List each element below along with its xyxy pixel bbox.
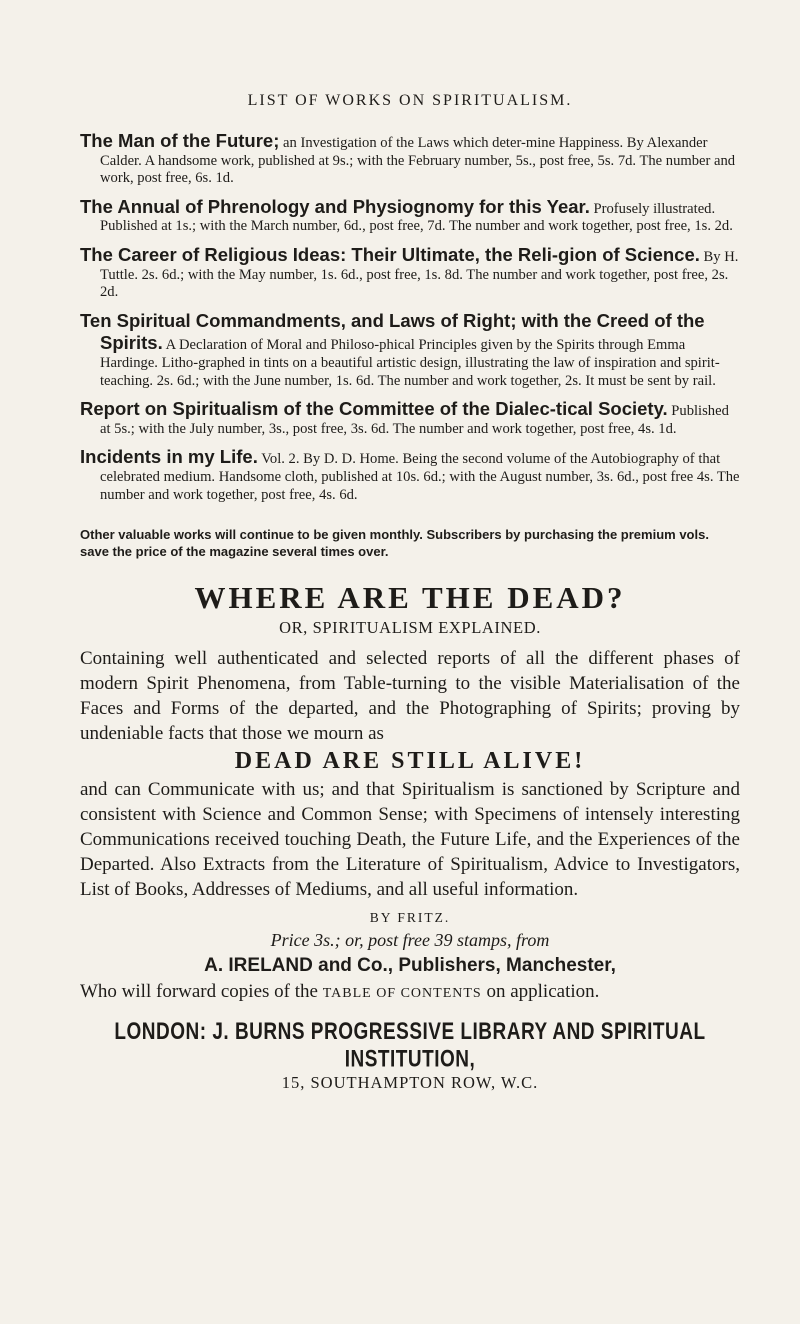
entry-text: A Declaration of Moral and Philoso-phical Principles given by the Spirits through Emma Hardinge. Litho-graphed in tints on a beautiful artistic design, illustrating the law of inspiration and spirit-teaching. 2s. 6d.; with the June number, 1s. 6d. The number and work together, 2s. It must be sent by rail.	[100, 337, 720, 389]
advert-title: WHERE ARE THE DEAD?	[194, 580, 626, 616]
entry-title: Report on Spiritualism of the Committee of the Dialec-tical Society.	[80, 398, 668, 420]
entry-text: By H. Tuttle. 2s. 6d.; with the May number, 1s. 6d., post free, 1s. 8d. The number and work together, post free, 2s. 2d.	[100, 248, 739, 301]
advert-byline: BY FRITZ.	[369, 910, 451, 926]
entry-title: The Career of Religious Ideas: Their Ultimate, the Reli-gion of Science.	[80, 243, 700, 265]
advertisement	[80, 580, 740, 1003]
advert-subtitle: OR, SPIRITUALISM EXPLAINED.	[279, 618, 541, 638]
entry-title: Ten Spiritual Commandments, and Laws of Right; with the Creed of the Spirits.	[80, 309, 705, 354]
entry-title: The Man of the Future;	[80, 130, 280, 151]
imprint-address: 15, SOUTHAMPTON ROW, W.C.	[281, 1073, 539, 1093]
list-item	[80, 310, 740, 390]
table-of-contents-label: TABLE OF CONTENTS	[322, 986, 482, 1002]
entry-text: Profusely illustrated. Published at 1s.; with the March number, 6d., post free, 7d. The number and work together, post free, 1s. 2d.	[100, 200, 733, 235]
list-item	[80, 398, 740, 438]
works-list	[80, 130, 740, 504]
running-head: LIST OF WORKS ON SPIRITUALISM.	[247, 92, 573, 109]
list-item	[80, 446, 740, 504]
entry-text: an Investigation of the Laws which deter-mine Happiness. By Alexander Calder. A handsome work, published at 9s.; with the February number, 5s., post free, 5s. 7d. The number and work, post free, 6s. 1d.	[100, 135, 736, 187]
entry-text: Published at 5s.; with the July number, 3s., post free, 3s. 6d. The number and work together, post free, 4s. 1d.	[100, 403, 729, 437]
advert-emphasis: DEAD ARE STILL ALIVE!	[234, 748, 586, 775]
imprint: LONDON: J. BURNS PROGRESSIVE LIBRARY AND SPIRITUAL INSTITUTION,	[114, 1019, 706, 1073]
list-item	[80, 196, 740, 236]
subscriber-notice: Other valuable works will continue to be given monthly. Subscribers by purchasing the premium vols. save the price of the magazine several times over.	[80, 527, 709, 560]
list-item	[80, 244, 740, 302]
advert-price: Price 3s.; or, post free 39 stamps, from	[270, 930, 550, 951]
advert-body-1: Containing well authenticated and selected reports of all the different phases of modern Spirit Phenomena, from Table-turning to the visible Materialisation of the Faces and Forms of the departed, and the Photographing of Spirits; proving by undeniable facts that those we mourn as	[80, 648, 740, 745]
advert-body-2: and can Communicate with us; and that Spiritualism is sanctioned by Scripture and consistent with Science and Common Sense; with Specimens of intensely interesting Communications received touching Death, the Future Life, and the Experiences of the Departed. Also Extracts from the Literature of Spiritualism, Advice to Investigators, List of Books, Addresses of Mediums, and all useful information.	[80, 779, 740, 901]
advert-publisher: A. IRELAND and Co., Publishers, Manchester,	[204, 955, 616, 977]
entry-text: Vol. 2. By D. D. Home. Being the second volume of the Autobiography of that celebrated medium. Handsome cloth, published at 10s. 6d.; with the August number, 3s. 6d., post free 4s. The number and work together, post free, 4s. 6d.	[100, 451, 740, 503]
forward-text: Who will forward copies of the	[80, 981, 318, 1003]
entry-title: Incidents in my Life.	[80, 446, 258, 468]
entry-title: The Annual of Phrenology and Physiognomy for this Year.	[80, 195, 590, 217]
list-item	[80, 130, 740, 188]
forward-text-end: on application.	[486, 981, 600, 1003]
advert-forward	[80, 981, 740, 1003]
